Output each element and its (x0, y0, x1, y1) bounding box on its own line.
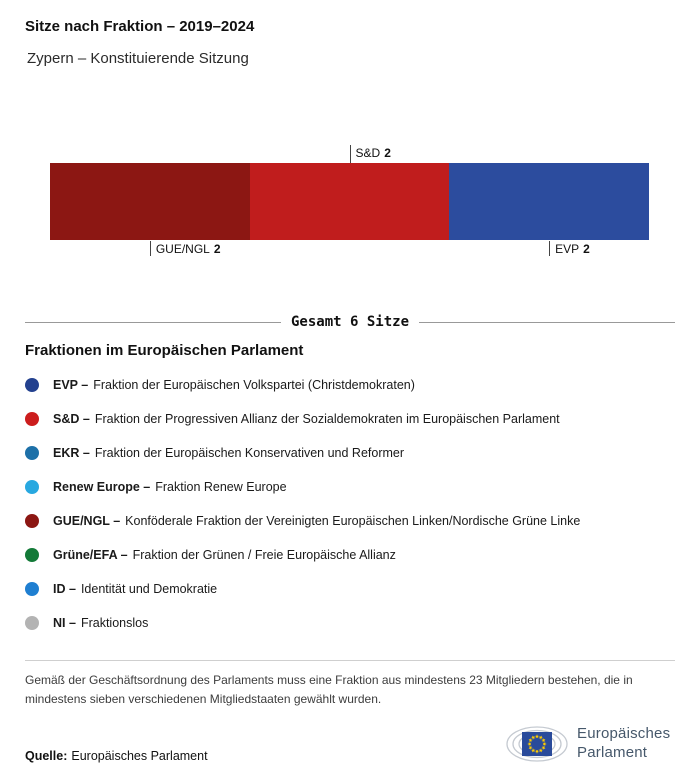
legend-abbr: Grüne/EFA – (53, 548, 128, 562)
source-label: Quelle: (25, 749, 68, 763)
legend-color-dot (25, 514, 39, 528)
legend-label: Fraktion der Europäischen Volkspartei (Christdemokraten) (93, 378, 415, 392)
legend-item (25, 504, 680, 538)
legend-abbr: ID – (53, 582, 76, 596)
legend-label: Konföderale Fraktion der Vereinigten Europäischen Linken/Nordische Grüne Linke (125, 514, 581, 528)
legend-item-text (53, 480, 287, 494)
legend-label: Fraktionslos (80, 616, 149, 630)
bar-segment-evp (449, 163, 649, 240)
legend-item (25, 402, 680, 436)
legend-abbr: GUE/NGL – (53, 514, 121, 528)
tick-mark (549, 241, 550, 256)
footnote-text: Gemäß der Geschäftsordnung des Parlaments muss eine Fraktion aus mindestens 23 Mitgliedern bestehen, die in mindestens sieben verschiedenen Mitgliedstaaten gewählt wurden. (25, 673, 633, 706)
legend-label: Fraktion Renew Europe (155, 480, 287, 494)
legend-label: Fraktion der Europäischen Konservativen und Reformer (94, 446, 405, 460)
divider-line-right (419, 322, 675, 323)
bar-label-text: S&D 2 (355, 146, 391, 160)
ep-logo-text-line2: Parlament (577, 744, 648, 761)
legend-item-text (53, 514, 580, 528)
legend-color-dot (25, 548, 39, 562)
divider-line-left (25, 322, 281, 323)
page-subtitle: Zypern – Konstituierende Sitzung (27, 50, 249, 67)
tick-mark (350, 145, 351, 163)
bar-label-evp (549, 241, 590, 258)
legend-item (25, 470, 680, 504)
source-line (25, 749, 208, 763)
bar-segment-gue-ngl (50, 163, 250, 240)
legend-item-text (53, 446, 404, 460)
legend-item (25, 606, 680, 640)
bar-segment-s-d (250, 163, 450, 240)
legend-label: Identität und Demokratie (80, 582, 218, 596)
ep-logo-icon (505, 723, 569, 765)
legend-label: Fraktion der Progressiven Allianz der Sozialdemokraten im Europäischen Parlament (94, 412, 560, 426)
legend-abbr: S&D – (53, 412, 90, 426)
legend-color-dot (25, 480, 39, 494)
legend-item (25, 436, 680, 470)
bar-label-gue-ngl (150, 241, 221, 258)
legend-item-text (53, 412, 560, 426)
legend-heading: Fraktionen im Europäischen Parlament (25, 342, 304, 359)
total-divider (25, 314, 675, 330)
legend-abbr: EVP – (53, 378, 89, 392)
seat-bar (50, 163, 649, 240)
tick-mark (150, 241, 151, 256)
legend-color-dot (25, 616, 39, 630)
legend-item-text (53, 616, 148, 630)
page-title: Sitze nach Fraktion – 2019–2024 (25, 18, 255, 35)
legend-abbr: EKR – (53, 446, 90, 460)
legend-item (25, 572, 680, 606)
legend-item-text (53, 582, 217, 596)
legend-color-dot (25, 446, 39, 460)
legend-list (25, 368, 680, 640)
bar-label-text: EVP 2 (555, 242, 590, 256)
ep-logo-text (577, 725, 670, 763)
source-value: Europäisches Parlament (71, 749, 208, 763)
legend-item (25, 368, 680, 402)
ep-logo-block (505, 723, 670, 765)
legend-abbr: NI – (53, 616, 76, 630)
footer-divider (25, 660, 675, 661)
bar-label-text: GUE/NGL 2 (155, 242, 221, 256)
legend-abbr: Renew Europe – (53, 480, 151, 494)
legend-color-dot (25, 412, 39, 426)
bar-label-s-d (350, 145, 391, 163)
legend-color-dot (25, 378, 39, 392)
ep-logo-text-line1: Europäisches (577, 725, 671, 743)
total-seats-label: Gesamt 6 Sitze (291, 314, 410, 330)
legend-color-dot (25, 582, 39, 596)
legend-label: Fraktion der Grünen / Freie Europäische Allianz (132, 548, 396, 562)
legend-item-text (53, 548, 396, 562)
legend-item (25, 538, 680, 572)
seat-chart (50, 145, 649, 258)
legend-item-text (53, 378, 415, 392)
